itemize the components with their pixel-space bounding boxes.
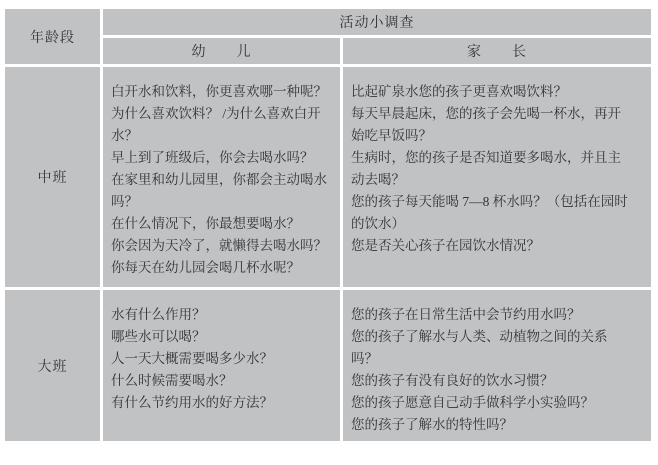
survey-question: 比起矿泉水您的孩子更喜欢喝饮料？	[351, 84, 567, 99]
header-age-group	[5, 9, 100, 64]
survey-question: 在什么情况下，你最想要喝水？	[111, 216, 300, 231]
survey-question: 您的孩子愿意自己动手做科学小实验吗？	[351, 395, 594, 410]
survey-question: 您的孩子在日常生活中会节约用水吗？	[351, 307, 581, 322]
header-survey-title-label: 活动小调查	[339, 16, 415, 31]
senior-class-parent-questions	[343, 290, 651, 441]
header-age-group-label: 年龄段	[30, 30, 75, 46]
survey-question: 什么时候需要喝水？	[111, 373, 233, 388]
survey-question: 早上到了班级后，你会去喝水吗？	[111, 150, 314, 165]
survey-question: 生病时，您的孩子是否知道要多喝水，并且主动去喝？	[351, 150, 621, 187]
survey-question: 每天早晨起床，您的孩子会先喝一杯水，再开始吃早饭吗？	[351, 106, 621, 143]
survey-question: 您的孩子有没有良好的饮水习惯？	[351, 373, 554, 388]
row-label-senior-class-text: 大班	[37, 359, 68, 375]
survey-question: 您的孩子每天能喝 7—8 杯水吗？（包括在园时的饮水）	[351, 194, 628, 231]
survey-question: 水有什么作用？	[111, 307, 206, 322]
middle-class-parent-questions	[343, 67, 651, 287]
survey-question: 哪些水可以喝？	[111, 329, 206, 344]
survey-question: 白开水和饮料，你更喜欢哪一种呢？	[111, 84, 327, 99]
survey-table	[5, 9, 651, 441]
header-child-column-label: 幼 儿	[191, 45, 252, 60]
middle-class-child-questions	[103, 67, 340, 287]
survey-question: 您的孩子了解水的特性吗？	[351, 417, 513, 432]
survey-question: 人一天大概需要喝多少水？	[111, 351, 273, 366]
survey-question: 你每天在幼儿园会喝几杯水呢？	[111, 260, 300, 275]
row-label-senior-class	[5, 290, 100, 441]
survey-question: 您是否关心孩子在园饮水情况？	[351, 238, 540, 253]
row-label-middle-class	[5, 67, 100, 287]
survey-question: 在家里和幼儿园里，你都会主动喝水吗？	[111, 172, 327, 209]
survey-question: 你会因为天冷了，就懒得去喝水吗？	[111, 238, 327, 253]
survey-question: 为什么喜欢饮料？ /为什么喜欢白开水？	[111, 106, 321, 143]
row-label-middle-class-text: 中班	[37, 171, 68, 186]
survey-question: 您的孩子了解水与人类、动植物之间的关系吗？	[351, 329, 608, 366]
header-parent-column	[343, 38, 651, 64]
header-survey-title	[103, 9, 651, 35]
survey-question: 有什么节约用水的好方法？	[111, 395, 273, 410]
senior-class-child-questions	[103, 290, 340, 441]
header-child-column	[103, 38, 340, 64]
header-parent-column-label: 家 长	[467, 45, 527, 60]
